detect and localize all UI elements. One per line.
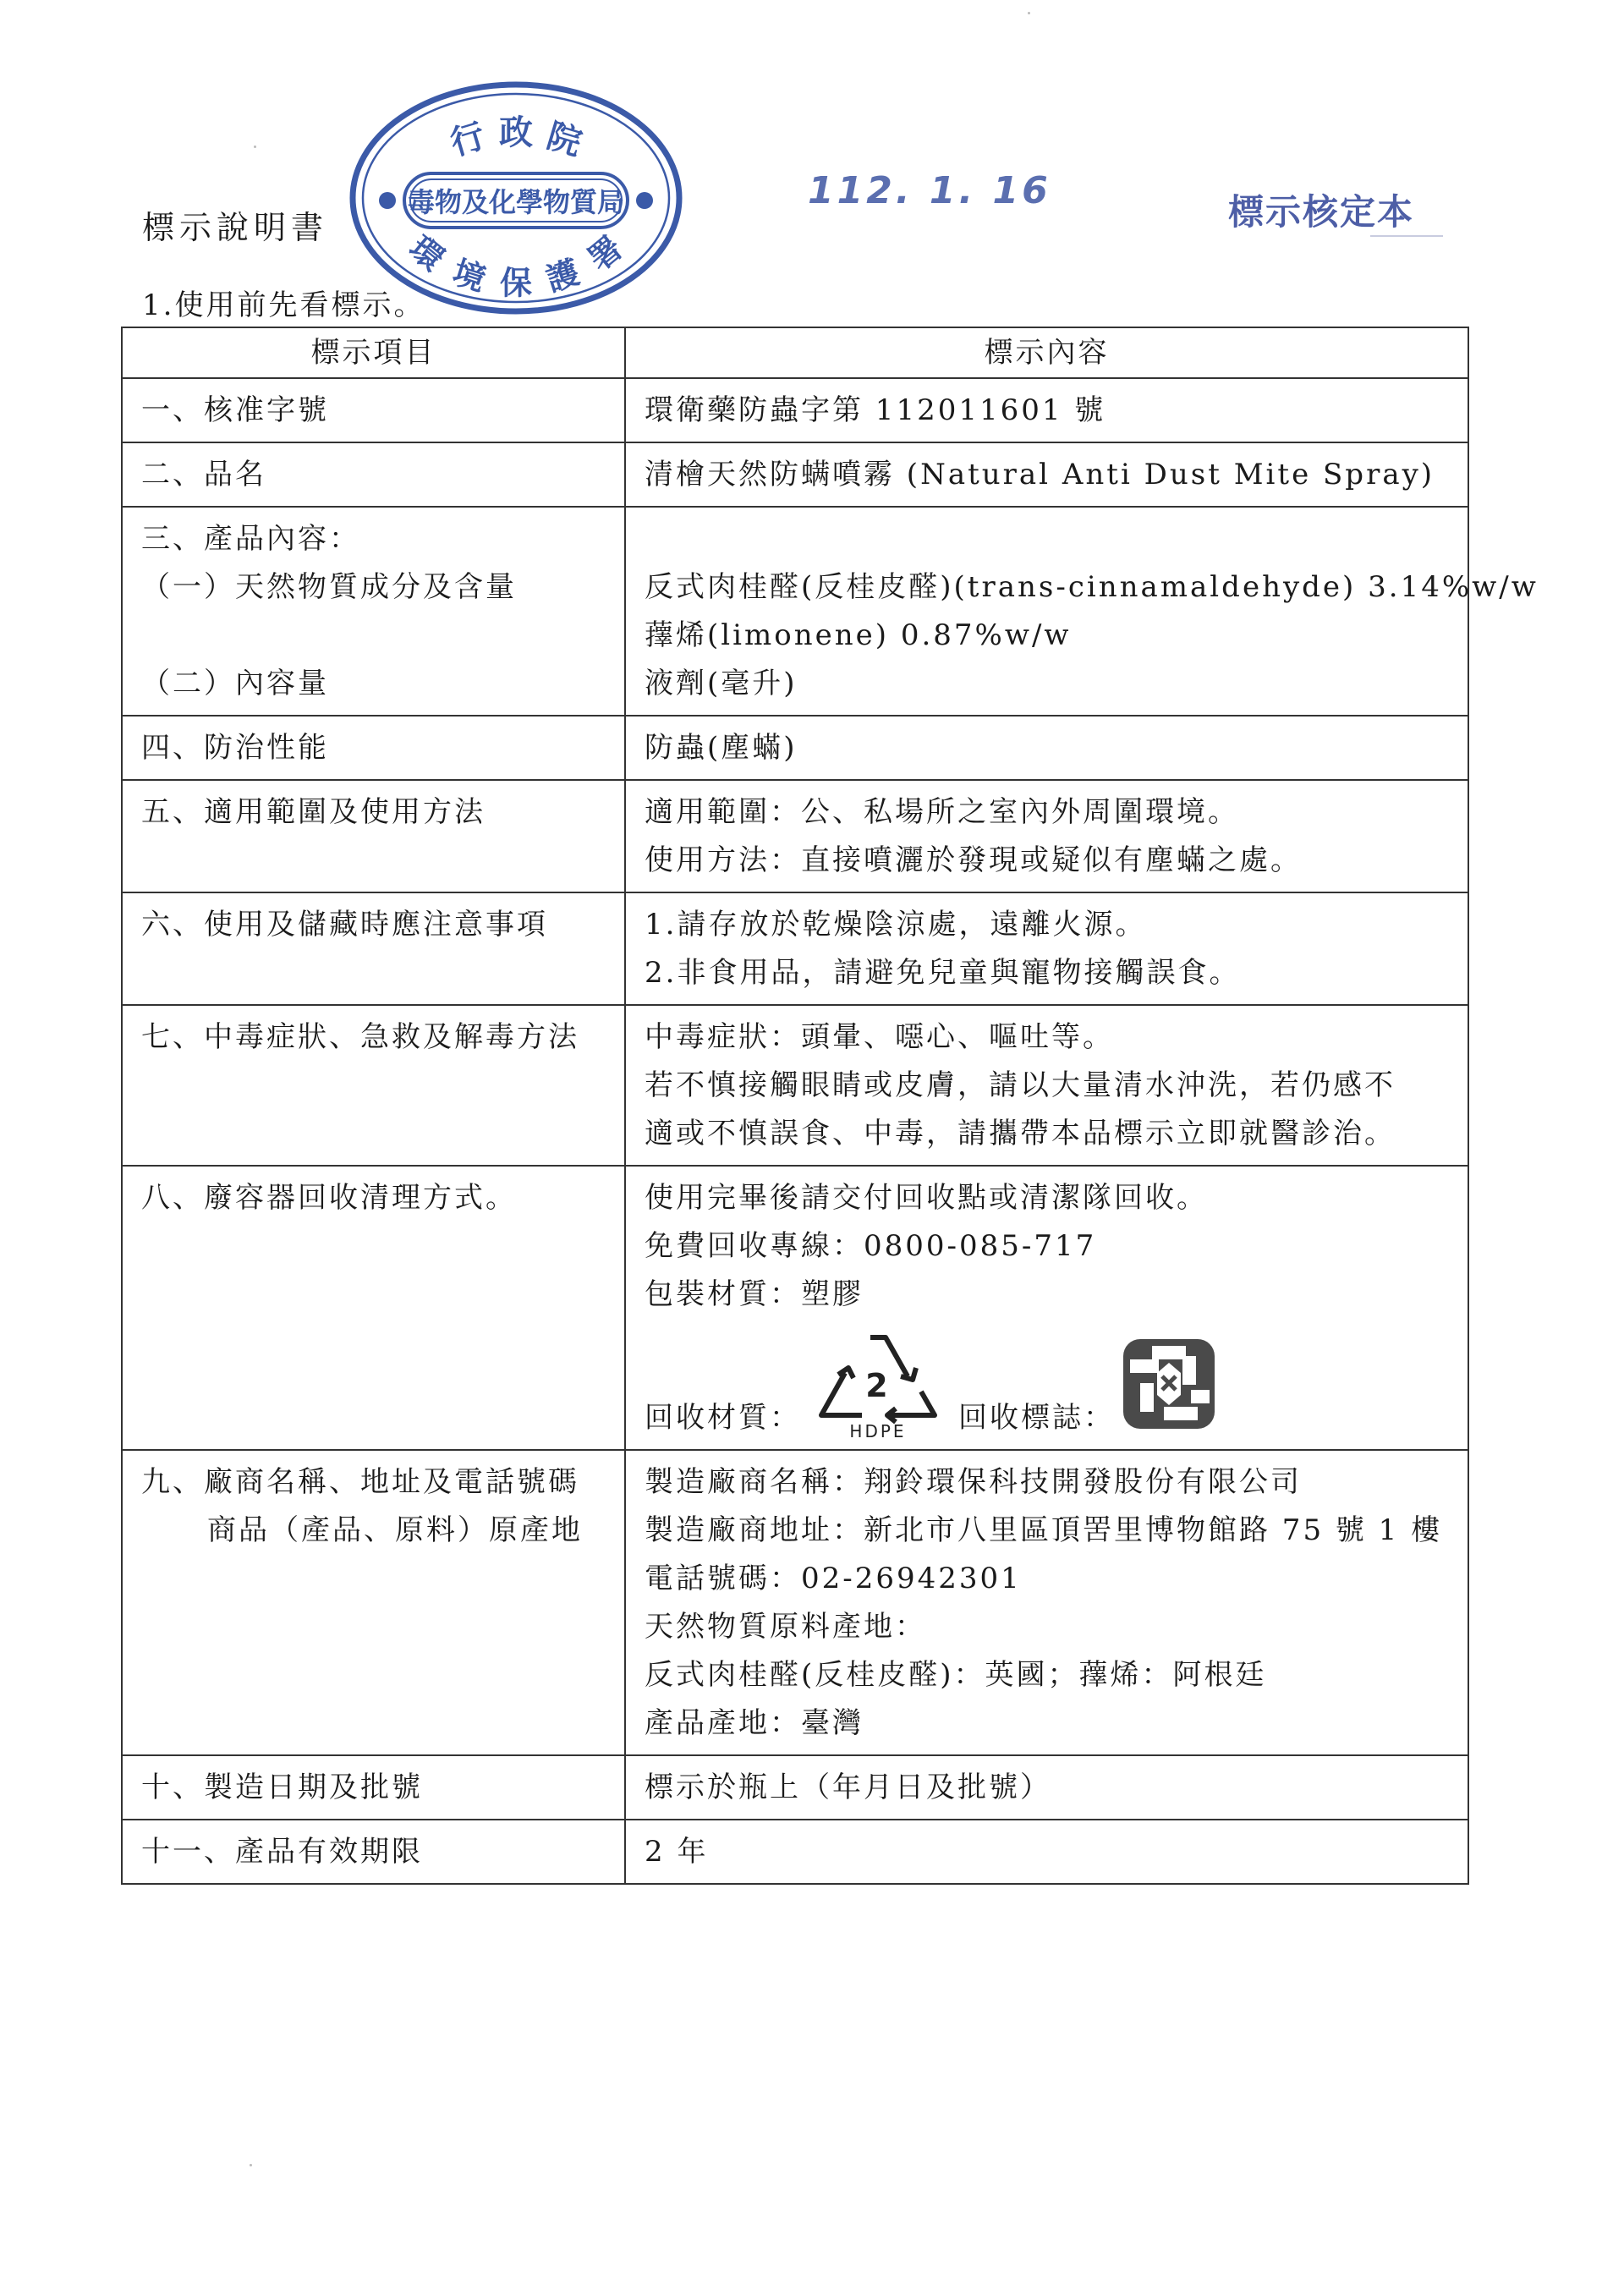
content-line: 免費回收專線：0800-085-717 [645, 1229, 1097, 1263]
content-line: 蘀烯(limonene) 0.87%w/w [645, 618, 1072, 652]
content-line: 液劑(毫升) [645, 667, 798, 700]
row-content [625, 780, 1468, 892]
hdpe-recycle-code-icon [806, 1324, 950, 1442]
content-line: 使用方法：直接噴灑於發現或疑似有塵蟎之處。 [645, 843, 1302, 877]
content-line: 使用完畢後請交付回收點或清潔隊回收。 [645, 1181, 1208, 1215]
table-row [122, 1755, 1468, 1820]
row-content [625, 1755, 1468, 1820]
row-item: 十一、產品有效期限 [122, 1820, 625, 1884]
content-line: 適或不慎誤食、中毒，請攜帶本品標示立即就醫診治。 [645, 1117, 1396, 1150]
row-content [625, 378, 1468, 442]
content-line: 環衛藥防蟲字第 112011601 號 [645, 393, 1106, 427]
seal-bottom-text: 環 境 保 護 署 [402, 228, 630, 302]
stamp-underline [1370, 235, 1443, 237]
table-row [122, 780, 1468, 892]
row-item: 四、防治性能 [122, 716, 625, 780]
row-item: 八、廢容器回收清理方式。 [122, 1166, 625, 1450]
row-item [122, 1450, 625, 1755]
table-row [122, 507, 1468, 716]
content-line: 防蟲(塵蟎) [645, 731, 798, 765]
header-content-cell: 標示內容 [625, 327, 1468, 378]
row-item: 六、使用及儲藏時應注意事項 [122, 892, 625, 1005]
header-item-cell: 標示項目 [122, 327, 625, 378]
taiwan-recycling-mark-icon [1118, 1334, 1220, 1434]
seal-top-text: 行 政 院 [446, 113, 586, 164]
row-item: 十、製造日期及批號 [122, 1755, 625, 1820]
row-item: 一、核准字號 [122, 378, 625, 442]
row-content [625, 1820, 1468, 1884]
item-label: 三、產品內容： [141, 522, 360, 556]
row-content [625, 716, 1468, 780]
table-row [122, 1450, 1468, 1755]
row-item: 五、適用範圍及使用方法 [122, 780, 625, 892]
content-line: 包裝材質：塑膠 [645, 1277, 864, 1311]
scan-speck [1028, 12, 1030, 14]
item-sub-label: （一）天然物質成分及含量 [141, 570, 517, 604]
approved-stamp: 標示核定本 [1228, 191, 1415, 233]
content-line: 2.非食用品，請避免兒童與寵物接觸誤食。 [645, 956, 1241, 990]
table-header-row [122, 327, 1468, 378]
content-line: 製造廠商名稱：翔鈴環保科技開發股份有限公司 [645, 1465, 1302, 1499]
scan-speck [250, 2164, 252, 2166]
content-line: 製造廠商地址：新北市八里區頂罟里博物館路 75 號 1 樓 [645, 1513, 1443, 1547]
row-item: 七、中毒症狀、急救及解毒方法 [122, 1005, 625, 1166]
table-row [122, 442, 1468, 507]
content-line: 1.請存放於乾燥陰涼處，遠離火源。 [645, 908, 1147, 942]
table-row [122, 1820, 1468, 1884]
row-content [625, 442, 1468, 507]
label-table [121, 327, 1539, 1885]
row-item [122, 507, 625, 716]
content-line: 反式肉桂醛(反桂皮醛)(trans-cinnamaldehyde) 3.14%w/w [645, 570, 1539, 604]
row-item: 二、品名 [122, 442, 625, 507]
item-label-2: 商品（產品、原料）原產地 [207, 1513, 583, 1547]
item-label: 九、廠商名稱、地址及電話號碼 [141, 1465, 579, 1499]
seal-middle-text: 毒物及化學物質局 [407, 186, 625, 218]
content-line: 適用範圍：公、私場所之室內外周圍環境。 [645, 795, 1239, 829]
content-line: 反式肉桂醛(反桂皮醛)：英國；蘀烯：阿根廷 [645, 1658, 1267, 1692]
scan-speck [254, 145, 256, 148]
content-line: 電話號碼：02-26942301 [645, 1562, 1022, 1595]
table-row [122, 1166, 1468, 1450]
usage-note: 1.使用前先看標示。 [142, 288, 425, 322]
recycle-mark-label: 回收標誌： [958, 1401, 1115, 1435]
row-content [625, 1166, 1468, 1450]
item-sub-label: （二）內容量 [141, 667, 329, 700]
recycle-code-text: HDPE [849, 1421, 907, 1441]
row-content [625, 1450, 1468, 1755]
table-row [122, 378, 1468, 442]
row-content [625, 892, 1468, 1005]
content-line: 中毒症狀：頭暈、噁心、嘔吐等。 [645, 1020, 1114, 1054]
table-row [122, 892, 1468, 1005]
content-line: 2 年 [645, 1835, 709, 1869]
table-row [122, 716, 1468, 780]
content-line: 標示於瓶上（年月日及批號） [645, 1771, 1051, 1804]
recycle-line [645, 1324, 1456, 1442]
row-content [625, 507, 1539, 716]
date-stamp: 112. 1. 16 [808, 169, 1051, 212]
content-line: 清檜天然防螨噴霧 (Natural Anti Dust Mite Spray) [645, 458, 1435, 491]
content-line: 產品產地：臺灣 [645, 1706, 864, 1740]
content-line: 天然物質原料產地： [645, 1610, 926, 1644]
recycle-material-label: 回收材質： [645, 1401, 801, 1435]
content-line: 若不慎接觸眼睛或皮膚，請以大量清水沖洗，若仍感不 [645, 1068, 1396, 1102]
table-row [122, 1005, 1468, 1166]
row-content [625, 1005, 1468, 1166]
recycle-code-number: 2 [865, 1367, 891, 1404]
document-title: 標示說明書 [142, 209, 329, 246]
